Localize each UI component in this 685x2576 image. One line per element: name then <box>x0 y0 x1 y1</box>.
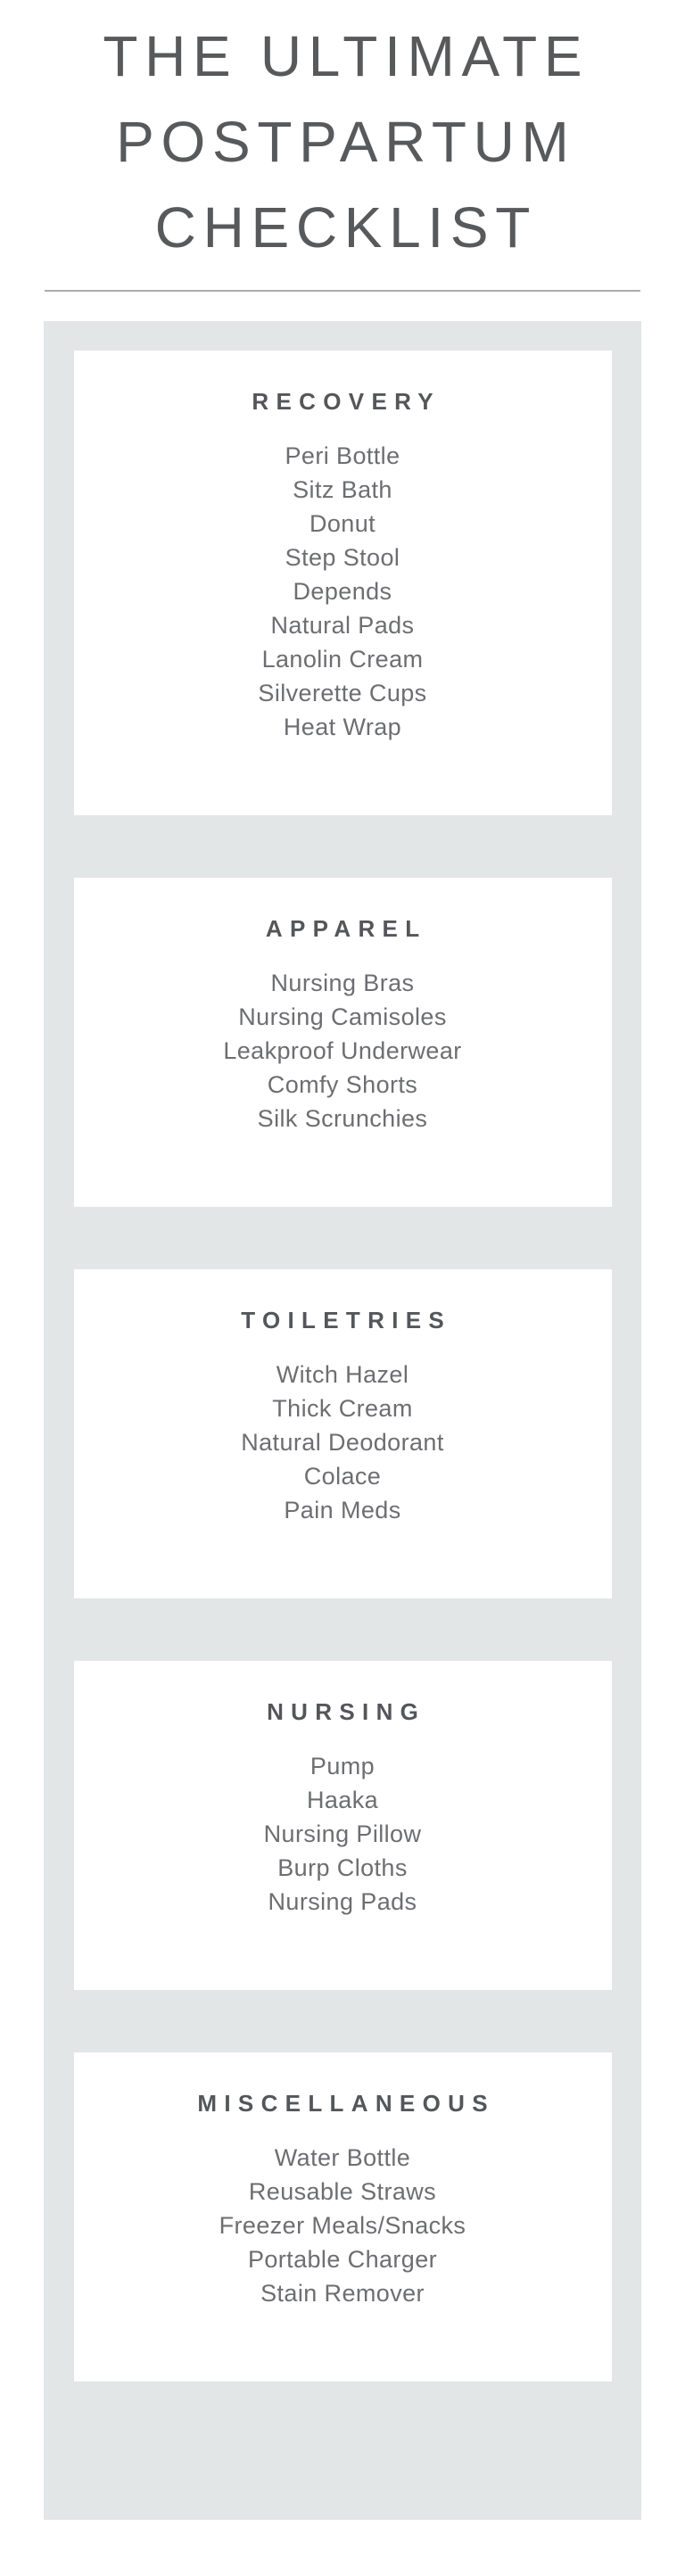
page-title-line-1: THE ULTIMATE <box>103 24 590 88</box>
list-item: Peri Bottle <box>285 442 400 469</box>
page-title <box>0 0 685 270</box>
list-item: Thick Cream <box>272 1395 413 1422</box>
list-item: Nursing Camisoles <box>238 1003 447 1030</box>
section-card-miscellaneous <box>74 2052 612 2382</box>
list-item: Heat Wrap <box>283 714 402 740</box>
section-title-nursing: NURSING <box>267 1698 426 1725</box>
list-item: Water Bottle <box>274 2144 411 2171</box>
list-item: Silk Scrunchies <box>257 1105 428 1132</box>
list-item: Reusable Straws <box>248 2178 437 2205</box>
list-item: Pain Meds <box>284 1497 401 1523</box>
list-item: Stain Remover <box>260 2280 425 2307</box>
section-title-recovery: RECOVERY <box>252 388 441 415</box>
list-item: Nursing Pads <box>268 1888 417 1915</box>
list-item: Witch Hazel <box>276 1361 409 1388</box>
list-item: Pump <box>309 1753 376 1779</box>
list-item: Portable Charger <box>247 2246 438 2273</box>
checklist-board <box>44 321 641 2520</box>
list-item: Lanolin Cream <box>261 646 424 673</box>
list-item: Silverette Cups <box>258 680 427 706</box>
list-item: Haaka <box>306 1787 379 1813</box>
list-item: Nursing Pillow <box>263 1821 422 1847</box>
page-title-line-3: CHECKLIST <box>154 195 537 260</box>
list-item: Leakproof Underwear <box>223 1037 462 1064</box>
list-item: Step Stool <box>285 544 400 571</box>
section-title-miscellaneous: MISCELLANEOUS <box>197 2090 495 2117</box>
section-card-nursing <box>74 1661 612 1990</box>
list-item: Natural Pads <box>270 612 415 639</box>
list-item: Depends <box>293 578 392 605</box>
section-card-apparel <box>74 878 612 1207</box>
list-item: Burp Cloths <box>277 1854 408 1881</box>
list-item: Colace <box>303 1463 382 1490</box>
title-divider <box>45 290 640 292</box>
section-title-apparel: APPAREL <box>265 915 427 942</box>
list-item: Sitz Bath <box>293 476 392 503</box>
section-card-toiletries <box>74 1269 612 1598</box>
list-item: Natural Deodorant <box>241 1429 444 1456</box>
list-item: Freezer Meals/Snacks <box>219 2212 466 2239</box>
section-title-toiletries: TOILETRIES <box>241 1307 452 1333</box>
page-title-line-2: POSTPARTUM <box>116 110 576 174</box>
list-item: Comfy Shorts <box>267 1071 418 1098</box>
section-card-recovery <box>74 351 612 815</box>
list-item: Nursing Bras <box>270 970 415 996</box>
list-item: Donut <box>309 510 376 537</box>
